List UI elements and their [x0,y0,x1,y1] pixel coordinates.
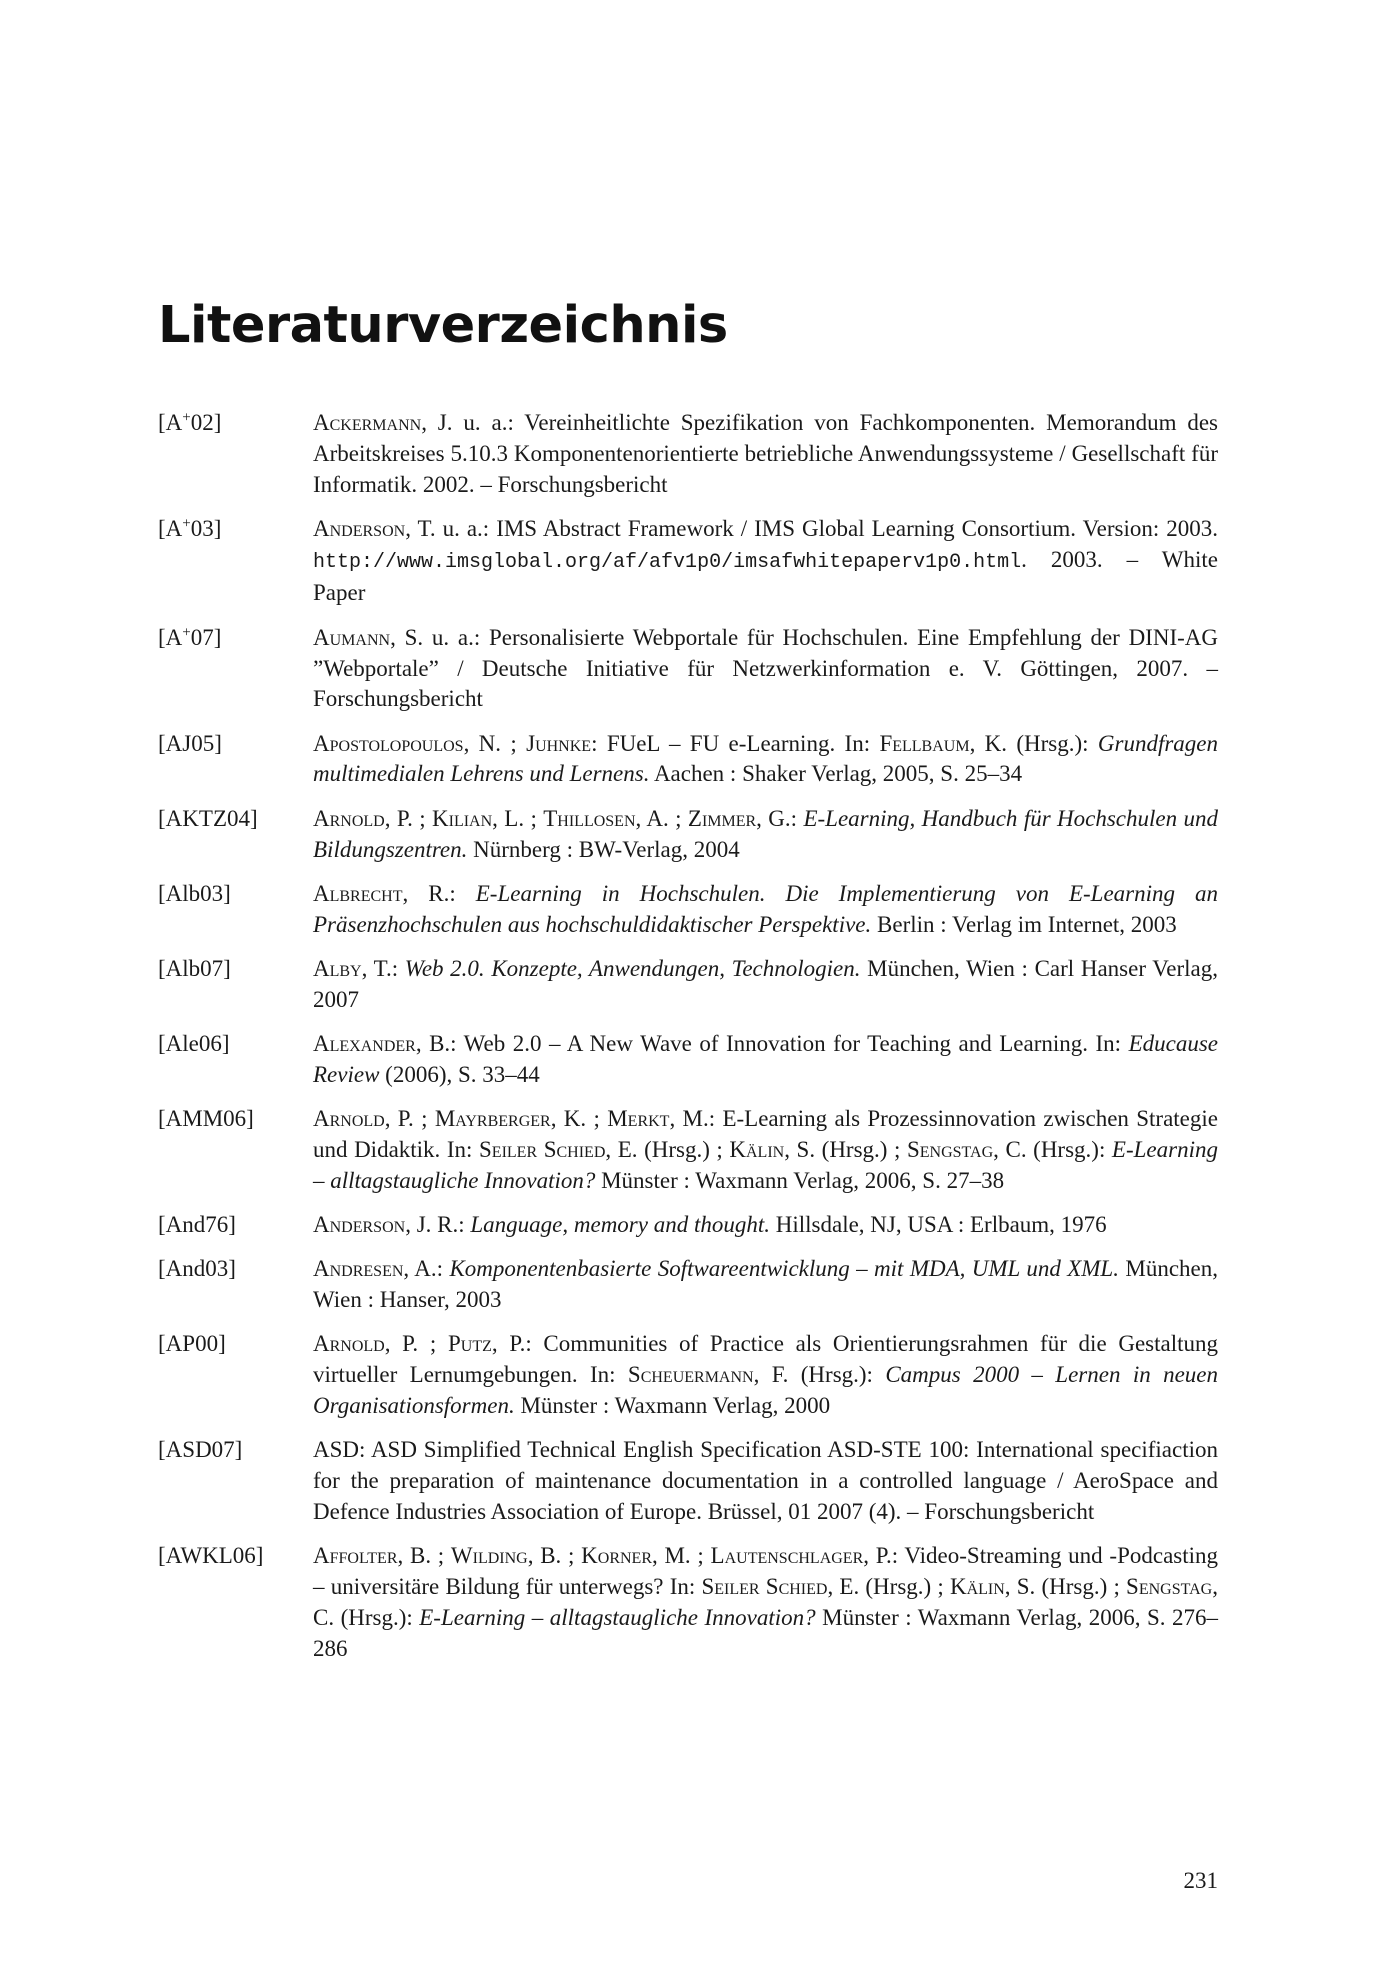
bib-text [313,1210,1218,1241]
bib-text-segment: , P.: Video-Streaming und -Podcasting – universitäre Bildung für unterwegs? In: [313,1543,1219,1599]
bib-key-base: Ale06] [165,1031,230,1057]
bib-author: Anderson [313,1212,406,1238]
bib-entry [158,1104,1218,1196]
bib-key-tail: 07] [190,624,222,650]
bib-text-segment: ASD: ASD Simplified Technical English Specification ASD-STE 100: International specifiaction for the preparation of maintenance documentation in a controlled language / AeroSpace and Defence Industries Association of Europe. Brüssel, 01 2007 (4). – Forschungsbericht [313,1437,1218,1524]
bib-key: [Ale06] [158,1031,230,1057]
bib-author: Seiler Schied [701,1574,828,1599]
bib-entry [158,1435,1218,1527]
bib-text [313,729,1218,791]
bib-text-segment: , L. ; [492,805,544,831]
bib-text-segment: , N. ; [463,730,527,756]
bib-entry [158,1329,1218,1421]
bib-text-segment: Münster : Waxmann Verlag, 2006, S. 276–286 [313,1604,1218,1661]
bib-text-segment: Nürnberg : BW-Verlag, 2004 [467,836,740,862]
bib-author: Kilian [432,805,493,831]
bib-key-sup: + [182,624,191,641]
bib-key: [AWKL06] [158,1543,264,1569]
bib-author: Kälin [949,1574,1005,1599]
bib-author: Korner [581,1543,652,1569]
bib-entry [158,408,1218,500]
bib-author: Scheuermann [627,1362,754,1388]
chapter-title: Literaturverzeichnis [158,296,728,355]
bib-text-segment: , A.: [403,1256,450,1282]
bibliography-list [158,408,1218,1678]
bib-title: Web 2.0. Konzepte, Anwendungen, Technologien. [404,955,861,981]
bib-key-base: Alb07] [165,955,231,981]
bib-entry [158,729,1218,791]
bib-text-segment: , E. (Hrsg.) ; [827,1574,950,1599]
bib-key: [ASD07] [158,1437,243,1463]
bib-author: Aumann [313,624,391,650]
bib-author: Andresen [313,1256,404,1282]
bib-author: Wilding [450,1543,528,1569]
bib-text [313,879,1218,941]
bib-text [313,514,1218,609]
bib-author: Ackermann [313,410,422,435]
bib-text-segment: , P. ; [384,1106,435,1132]
bib-text [313,1254,1218,1316]
bib-entry [158,514,1218,609]
bib-key-base: Alb03] [165,880,231,906]
bib-text [313,804,1218,866]
bib-key-base: And03] [165,1256,236,1282]
bib-key: [Alb03] [158,880,231,906]
bib-key-base: AP00] [165,1331,226,1357]
bib-title: Komponentenbasierte Softwareentwicklung – mit MDA, UML und XML. [449,1256,1119,1282]
bib-text-segment: , K. ; [550,1106,608,1132]
bib-key-base: A [165,515,183,541]
bib-text [313,1329,1218,1421]
bib-text-segment: , S. u. a.: Personalisierte Webportale für Hochschulen. Eine Empfehlung der DINI-AG ”Webportale” / Deutsche Initiative für Netzwerkinformation e. V. Göttingen, 2007. – Forschungsbericht [313,624,1218,712]
bib-text [313,623,1218,715]
bib-text-segment: , G.: [756,805,804,831]
bib-entry [158,1210,1218,1241]
page-number: 231 [1183,1868,1218,1893]
bib-text-segment: Berlin : Verlag im Internet, 2003 [871,911,1177,937]
bib-key: [A+07] [158,624,222,650]
bib-author: Apostolopoulos [313,730,464,756]
bib-key-base: AWKL06] [165,1543,264,1569]
bib-author: Thillosen [543,805,636,831]
bib-text-segment: , B.: Web 2.0 – A New Wave of Innovation for Teaching and Learning. In: [415,1031,1129,1057]
bib-key: [AJ05] [158,730,222,756]
bib-entry [158,879,1218,941]
bib-text-segment: München, Wien : Carl Hanser Verlag, 2007 [313,955,1218,1012]
bib-title: E-Learning, Handbuch für Hochschulen und Bildungszentren. [313,805,1218,862]
bib-author: Fellbaum [879,730,970,756]
bib-text-segment: , T. u. a.: IMS Abstract Framework / IMS Global Learning Consortium. Version: 2003. [405,515,1218,541]
bib-text [313,1029,1218,1091]
bib-key: [A+03] [158,515,222,541]
bib-author: Sengstag [1126,1574,1213,1599]
bib-text-segment: , T.: [361,955,405,981]
bib-author: Affolter [313,1543,398,1569]
bib-text [313,1435,1218,1527]
bib-entry [158,1254,1218,1316]
bib-text-segment: , P.: Communities of Practice als Orientierungsrahmen für die Gestaltung virtueller Lernumgebungen. In: [313,1331,1218,1388]
bib-author: Lautenschlager [710,1543,864,1569]
bib-key: [Alb07] [158,955,231,981]
bib-title: Language, memory and thought. [470,1212,770,1238]
bib-author: Juhnke [526,730,592,756]
bib-text-segment: Münster : Waxmann Verlag, 2000 [514,1393,831,1419]
bib-text-segment: , J. u. a.: Vereinheitlichte Spezifikation von Fachkomponenten. Memorandum des Arbeitskreises 5.10.3 Komponentenorientierte betriebliche Anwendungssysteme / Gesellschaft für Informatik. 2002. – Forschungsbericht [313,410,1218,497]
bib-key-sup: + [182,515,191,532]
bib-text-segment: Aachen : Shaker Verlag, 2005, S. 25–34 [649,761,1023,787]
bib-text-segment: (2006), S. 33–44 [379,1061,540,1087]
bib-text-segment: , B. ; [397,1543,451,1569]
bib-author: Arnold [313,1106,385,1132]
bib-key: [AP00] [158,1331,226,1357]
bib-text-segment: : FUeL – FU e-Learning. In: [591,730,880,756]
bib-title: Campus 2000 – Lernen in neuen Organisationsformen. [313,1362,1218,1419]
bib-text-segment: , M.: E-Learning als Prozessinnovation zwischen Strategie und Didaktik. In: [313,1106,1218,1162]
bib-key: [AKTZ04] [158,805,258,831]
bib-author: Merkt [607,1106,670,1132]
bib-text-segment: , R.: [402,880,476,906]
bib-text-segment: , B. ; [527,1543,582,1569]
bib-text-segment: , C. (Hrsg.): [993,1136,1112,1162]
bib-text-segment: Münster : Waxmann Verlag, 2006, S. 27–38 [595,1167,1005,1193]
bib-key-base: And76] [165,1212,236,1238]
bib-text-segment: , S. (Hrsg.) ; [784,1136,907,1162]
bib-text-segment: , A. ; [635,805,688,831]
bib-author: Seiler Schied [479,1136,606,1162]
bib-text-segment: , J. R.: [405,1212,471,1238]
bib-key-base: AKTZ04] [165,805,258,831]
bib-key-sup: + [182,409,191,426]
bib-author: Alby [313,955,362,981]
bib-text-segment: Hillsdale, NJ, USA : Erlbaum, 1976 [770,1212,1107,1238]
bib-key-base: A [165,624,183,650]
bib-author: Mayrberger [434,1106,551,1132]
bib-title: E-Learning – alltagstaugliche Innovation? [419,1604,816,1630]
bib-entry [158,804,1218,866]
bib-key: [A+02] [158,409,222,435]
bib-author: Kälin [729,1136,785,1162]
bib-key-tail: 02] [190,410,222,435]
bib-author: Alexander [313,1031,416,1057]
bib-entry [158,1029,1218,1091]
bib-key: [And03] [158,1256,236,1282]
bib-text-segment: , P. ; [384,805,433,831]
bib-entry [158,623,1218,715]
bib-text [313,1541,1218,1664]
bib-key-base: A [165,410,183,435]
bib-text-segment: , M. ; [652,1543,711,1569]
bib-text [313,954,1218,1016]
bib-text [313,1104,1218,1196]
bib-text-segment: München, Wien : Hanser, 2003 [313,1256,1218,1313]
bib-text-segment: , P. ; [384,1331,448,1357]
bib-url: http://www.imsglobal.org/af/afv1p0/imsafwhitepaperv1p0.html [313,550,1022,574]
bib-title: Educause Review [313,1031,1218,1087]
bib-text [313,408,1218,500]
bib-key: [And76] [158,1212,236,1238]
bib-entry [158,954,1218,1016]
bib-author: Zimmer [687,805,757,831]
bib-key-tail: 03] [190,515,222,541]
bib-title: E-Learning in Hochschulen. Die Implementierung von E-Learning an Präsenzhochschulen aus hochschuldidaktischer Perspektive. [313,880,1219,937]
bib-title: E-Learning – alltagstaugliche Innovation? [313,1136,1218,1193]
bib-author: Arnold [313,1331,385,1357]
bib-author: Albrecht [313,880,403,906]
bib-text-segment: , F. (Hrsg.): [753,1362,886,1388]
bib-author: Sengstag [906,1136,994,1162]
bib-entry [158,1541,1218,1664]
bib-text-segment: , E. (Hrsg.) ; [605,1136,730,1162]
bib-key-base: AJ05] [165,730,222,756]
bib-key-base: ASD07] [165,1437,243,1463]
bib-author: Anderson [313,515,406,541]
bib-text-segment: , S. (Hrsg.) ; [1004,1574,1127,1599]
bib-key: [AMM06] [158,1106,254,1132]
bib-author: Arnold [313,805,385,831]
bib-text-segment: , C. (Hrsg.): [313,1574,1218,1630]
bib-text-segment: , K. (Hrsg.): [969,730,1098,756]
bib-text-segment: . 2003. – White Paper [313,546,1218,606]
bib-title: Grundfragen multimedialen Lehrens und Lernens. [313,730,1219,787]
bib-key-base: AMM06] [165,1106,254,1132]
bib-author: Putz [447,1331,492,1357]
